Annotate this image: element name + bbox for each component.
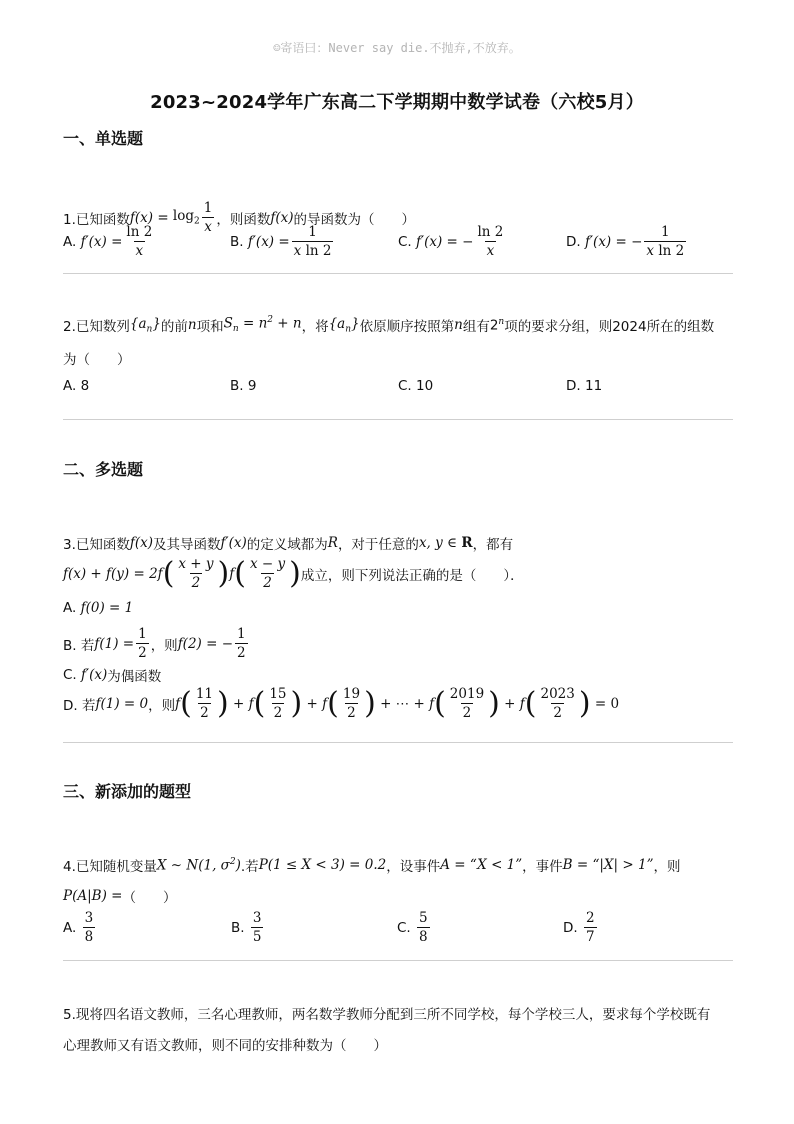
q1-option-a-label: A. — [63, 233, 77, 250]
q4-text-5: ，则 — [653, 859, 681, 875]
q1-option-c[interactable]: C. f′(x) = − $\frac{\ln 2}{x}$ — [398, 224, 504, 260]
q1-text-2: ，则函数 — [216, 211, 271, 228]
q3-option-c[interactable]: C. f′(x) 为偶函数 — [63, 667, 162, 685]
q2-formula-n: n — [187, 317, 197, 333]
q3-option-b-text: ，则 — [150, 637, 178, 654]
divider — [63, 742, 733, 743]
divider — [63, 960, 733, 961]
question-3-stem: 3.已知函数 f(x) 及其导函数 f′(x) 的定义域都为 R ，对于任意的 x, y ∈ R ，都有 — [63, 535, 514, 553]
q2-option-d[interactable]: D. 11 — [566, 378, 603, 394]
q3-option-d-label: D. 若 — [63, 697, 96, 714]
q3-text-6: 成立，则下列说法正确的是（ ）． — [300, 567, 524, 584]
q2-formula-an-2: $\{a_n\}$ — [328, 315, 360, 335]
q3-text-5: ，都有 — [472, 537, 514, 553]
q3-text-4: ，对于任意的 — [337, 537, 419, 553]
q2-option-c[interactable]: C. 10 — [398, 378, 434, 394]
question-2-stem-cont: 为（ ） — [63, 352, 131, 368]
q1-option-a[interactable]: A. f′(x) = $\frac{\ln 2}{x}$ — [63, 224, 153, 260]
q2-text-5: 依原顺序按照第 — [359, 319, 455, 335]
q4-text-6: （ ） — [122, 890, 177, 906]
q1-formula-fx: f(x) — [270, 209, 294, 226]
q1-option-d-label: D. — [566, 233, 581, 250]
divider — [63, 273, 733, 274]
q2-formula-n-2: n — [454, 317, 463, 333]
q2-formula-sn: $S_n = n^2 + n$ — [223, 315, 302, 335]
q4-option-b-label: B. — [231, 919, 245, 936]
q3-text-2: 及其导函数 — [153, 537, 221, 553]
page-title: 2023~2024学年广东高二下学期期中数学试卷（六校5月） — [150, 92, 644, 113]
q2-formula-2n: 2$^n$ — [489, 316, 505, 334]
q2-formula-an: $\{a_n\}$ — [129, 315, 161, 335]
question-5-stem-cont: 心理教师又有语文教师，则不同的安排种数为（ ） — [63, 1038, 387, 1054]
q3-option-a-label: A. — [63, 600, 77, 616]
q1-formula-frac: $\frac{1}{x}$ — [203, 200, 213, 236]
q4-option-b[interactable]: B. $\frac{3}{5}$ — [231, 910, 262, 946]
q4-option-a[interactable]: A. $\frac{3}{8}$ — [63, 910, 94, 946]
q4-text-3: ，设事件 — [386, 859, 441, 875]
q3-text-3: 的定义域都为 — [246, 537, 328, 553]
question-2-options — [63, 378, 743, 418]
q3-option-d-text: ，则 — [148, 697, 176, 714]
section-heading-multiple-choice: 二、多选题 — [63, 460, 144, 479]
q2-option-b[interactable]: B. 9 — [230, 378, 257, 394]
q4-text-1: 4.已知随机变量 — [63, 859, 157, 875]
q1-formula-log: $\log_2$ — [168, 208, 200, 228]
q4-option-a-label: A. — [63, 919, 77, 936]
q2-text-3: 项和 — [196, 319, 224, 335]
question-3-equation: f(x) + f(y) = 2f ( $\frac{x + y}{2}$ ) f ( $\frac{x - y}{2}$ ) 成立，则下列说法正确的是（ ）． — [63, 555, 524, 592]
divider — [63, 419, 733, 420]
q1-formula-f: f(x) = — [129, 209, 169, 226]
q2-text-2: 的前 — [160, 319, 188, 335]
q3-option-b-label: B. 若 — [63, 637, 95, 654]
q1-option-b-label: B. — [230, 233, 244, 250]
question-4-options — [63, 910, 743, 950]
question-4-stem-cont: P(A|B) = （ ） — [63, 888, 177, 906]
q4-option-d-label: D. — [563, 919, 578, 936]
q3-option-a[interactable]: A. f(0) = 1 — [63, 600, 134, 616]
q2-option-a[interactable]: A. 8 — [63, 378, 90, 394]
question-2-stem — [63, 315, 714, 335]
q2-text-4: ，将 — [301, 319, 329, 335]
q1-text-3: 的导函数为（ ） — [293, 211, 416, 228]
question-4-stem: 4.已知随机变量 X ∼ N(1, $\sigma^2$) .若 P(1 ≤ X < 3) = 0.2 ，设事件 A = “X < 1” ，事件 B = “|X| > 1” ，则 — [63, 856, 681, 875]
question-1-options — [63, 224, 743, 264]
q2-text-6: 组有 — [462, 319, 490, 335]
section-heading-single-choice: 一、单选题 — [63, 129, 144, 148]
question-5-stem: 5.现将四名语文教师，三名心理教师，两名数学教师分配到三所不同学校，每个学校三人，要求每个学校既有 — [63, 1007, 711, 1023]
q2-text-1: 2.已知数列 — [63, 319, 130, 335]
q1-option-c-label: C. — [398, 233, 412, 250]
q4-text-4: ，事件 — [522, 859, 563, 875]
q3-option-b[interactable]: B. 若 f(1) = $\frac{1}{2}$ ，则 f(2) = − $\frac{1}{2}$ — [63, 626, 246, 662]
q1-option-b[interactable]: B. f′(x) = $\frac{1}{\text{x ln 2}}$ — [230, 224, 332, 260]
q4-text-2: .若 — [240, 859, 259, 875]
q4-option-c-label: C. — [397, 919, 411, 936]
q2-text-7: 项的要求分组，则2024所在的组数 — [504, 319, 715, 335]
q4-option-c[interactable]: C. $\frac{5}{8}$ — [397, 910, 428, 946]
q3-option-c-text: 为偶函数 — [107, 669, 162, 685]
q1-text-1: 1.已知函数 — [63, 211, 130, 228]
section-heading-new-type: 三、新添加的题型 — [63, 782, 192, 801]
q3-text-1: 3.已知函数 — [63, 537, 130, 553]
q1-option-d[interactable]: D. f′(x) = − $\frac{1}{\text{x ln 2}}$ — [566, 224, 685, 260]
q3-option-c-label: C. — [63, 667, 77, 683]
q4-option-d[interactable]: D. $\frac{2}{7}$ — [563, 910, 595, 946]
q3-option-d[interactable]: D. 若 f(1) = 0 ，则 f ( $\frac{11}{2}$ ) + f ( $\frac{15}{2}$ ) + f ( $\frac{19}{2}$ ) + ⋯ + f ( $\frac{2019}{2}$ ) + f ( $\frac{2023}{2}$ ) = 0 — [63, 685, 620, 722]
watermark: ☺寄语曰：Never say die.不抛弃,不放弃。 — [273, 41, 521, 55]
